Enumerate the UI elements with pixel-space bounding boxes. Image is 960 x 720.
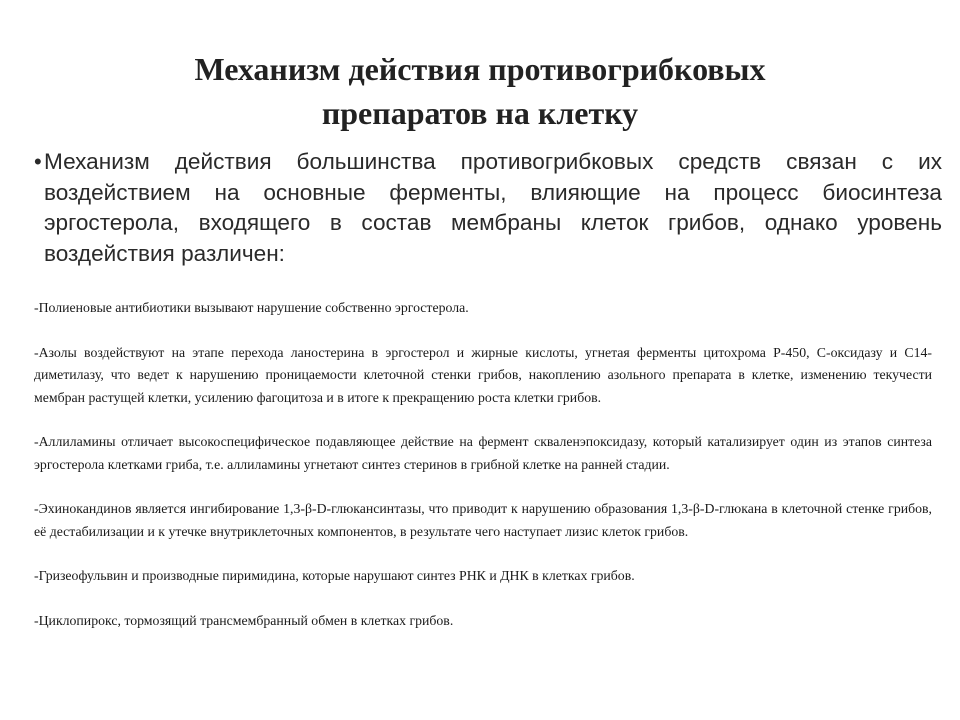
main-bullet-text: Механизм действия большинства противогрибковых средств связан с их воздействием на основные ферменты, влияющие на процесс биосинтеза эргостерола, входящего в состав мембраны клеток грибов, однако уровень воздействия различен:: [44, 149, 942, 266]
drug-list: [34, 297, 932, 654]
list-item-echinocandins: -Эхинокандинов является ингибирование 1,3-β-D-глюкансинтазы, что приводит к нарушению образования 1,3-β-D-глюкана в клеточной стенке грибов, её дестабилизации и к утечке внутриклеточных компонентов, в результате чего наступает лизис клеток грибов.: [34, 501, 932, 539]
title-line-2: препаратов на клетку: [321, 95, 639, 131]
list-item-griseofulvin: -Гризеофульвин и производные пиримидина, которые нарушают синтез РНК и ДНК в клетках грибов.: [34, 568, 635, 583]
slide-title: [60, 47, 900, 135]
title-line-1: Механизм действия противогрибковых: [194, 51, 766, 87]
list-item-azoles: -Азолы воздействуют на этапе перехода ланостерина в эргостерол и жирные кислоты, угнетая ферменты цитохрома Р-450, С-оксидазу и С14-диметилазу, что ведет к нарушению проницаемости клеточной стенки грибов, накоплению азольного препарата в клетке, изменению текучести мембран растущей клетки, усилению фагоцитоза и в итоге к прекращению роста клетки грибов.: [34, 344, 932, 405]
bullet-icon: •: [34, 149, 42, 174]
list-item-polyenes: -Полиеновые антибиотики вызывают нарушение собственно эргостерола.: [34, 300, 469, 315]
main-bullet: [34, 147, 942, 269]
list-item-ciclopirox: -Циклопирокс, тормозящий трансмембранный обмен в клетках грибов.: [34, 612, 454, 628]
list-item-allylamines: -Аллиламины отличает высокоспецифическое подавляющее действие на фермент скваленэпоксидазу, который катализирует один из этапов синтеза эргостерола клетками гриба, т.е. аллиламины угнетают синтез стеринов в грибной клетке на ранней стадии.: [34, 434, 932, 472]
